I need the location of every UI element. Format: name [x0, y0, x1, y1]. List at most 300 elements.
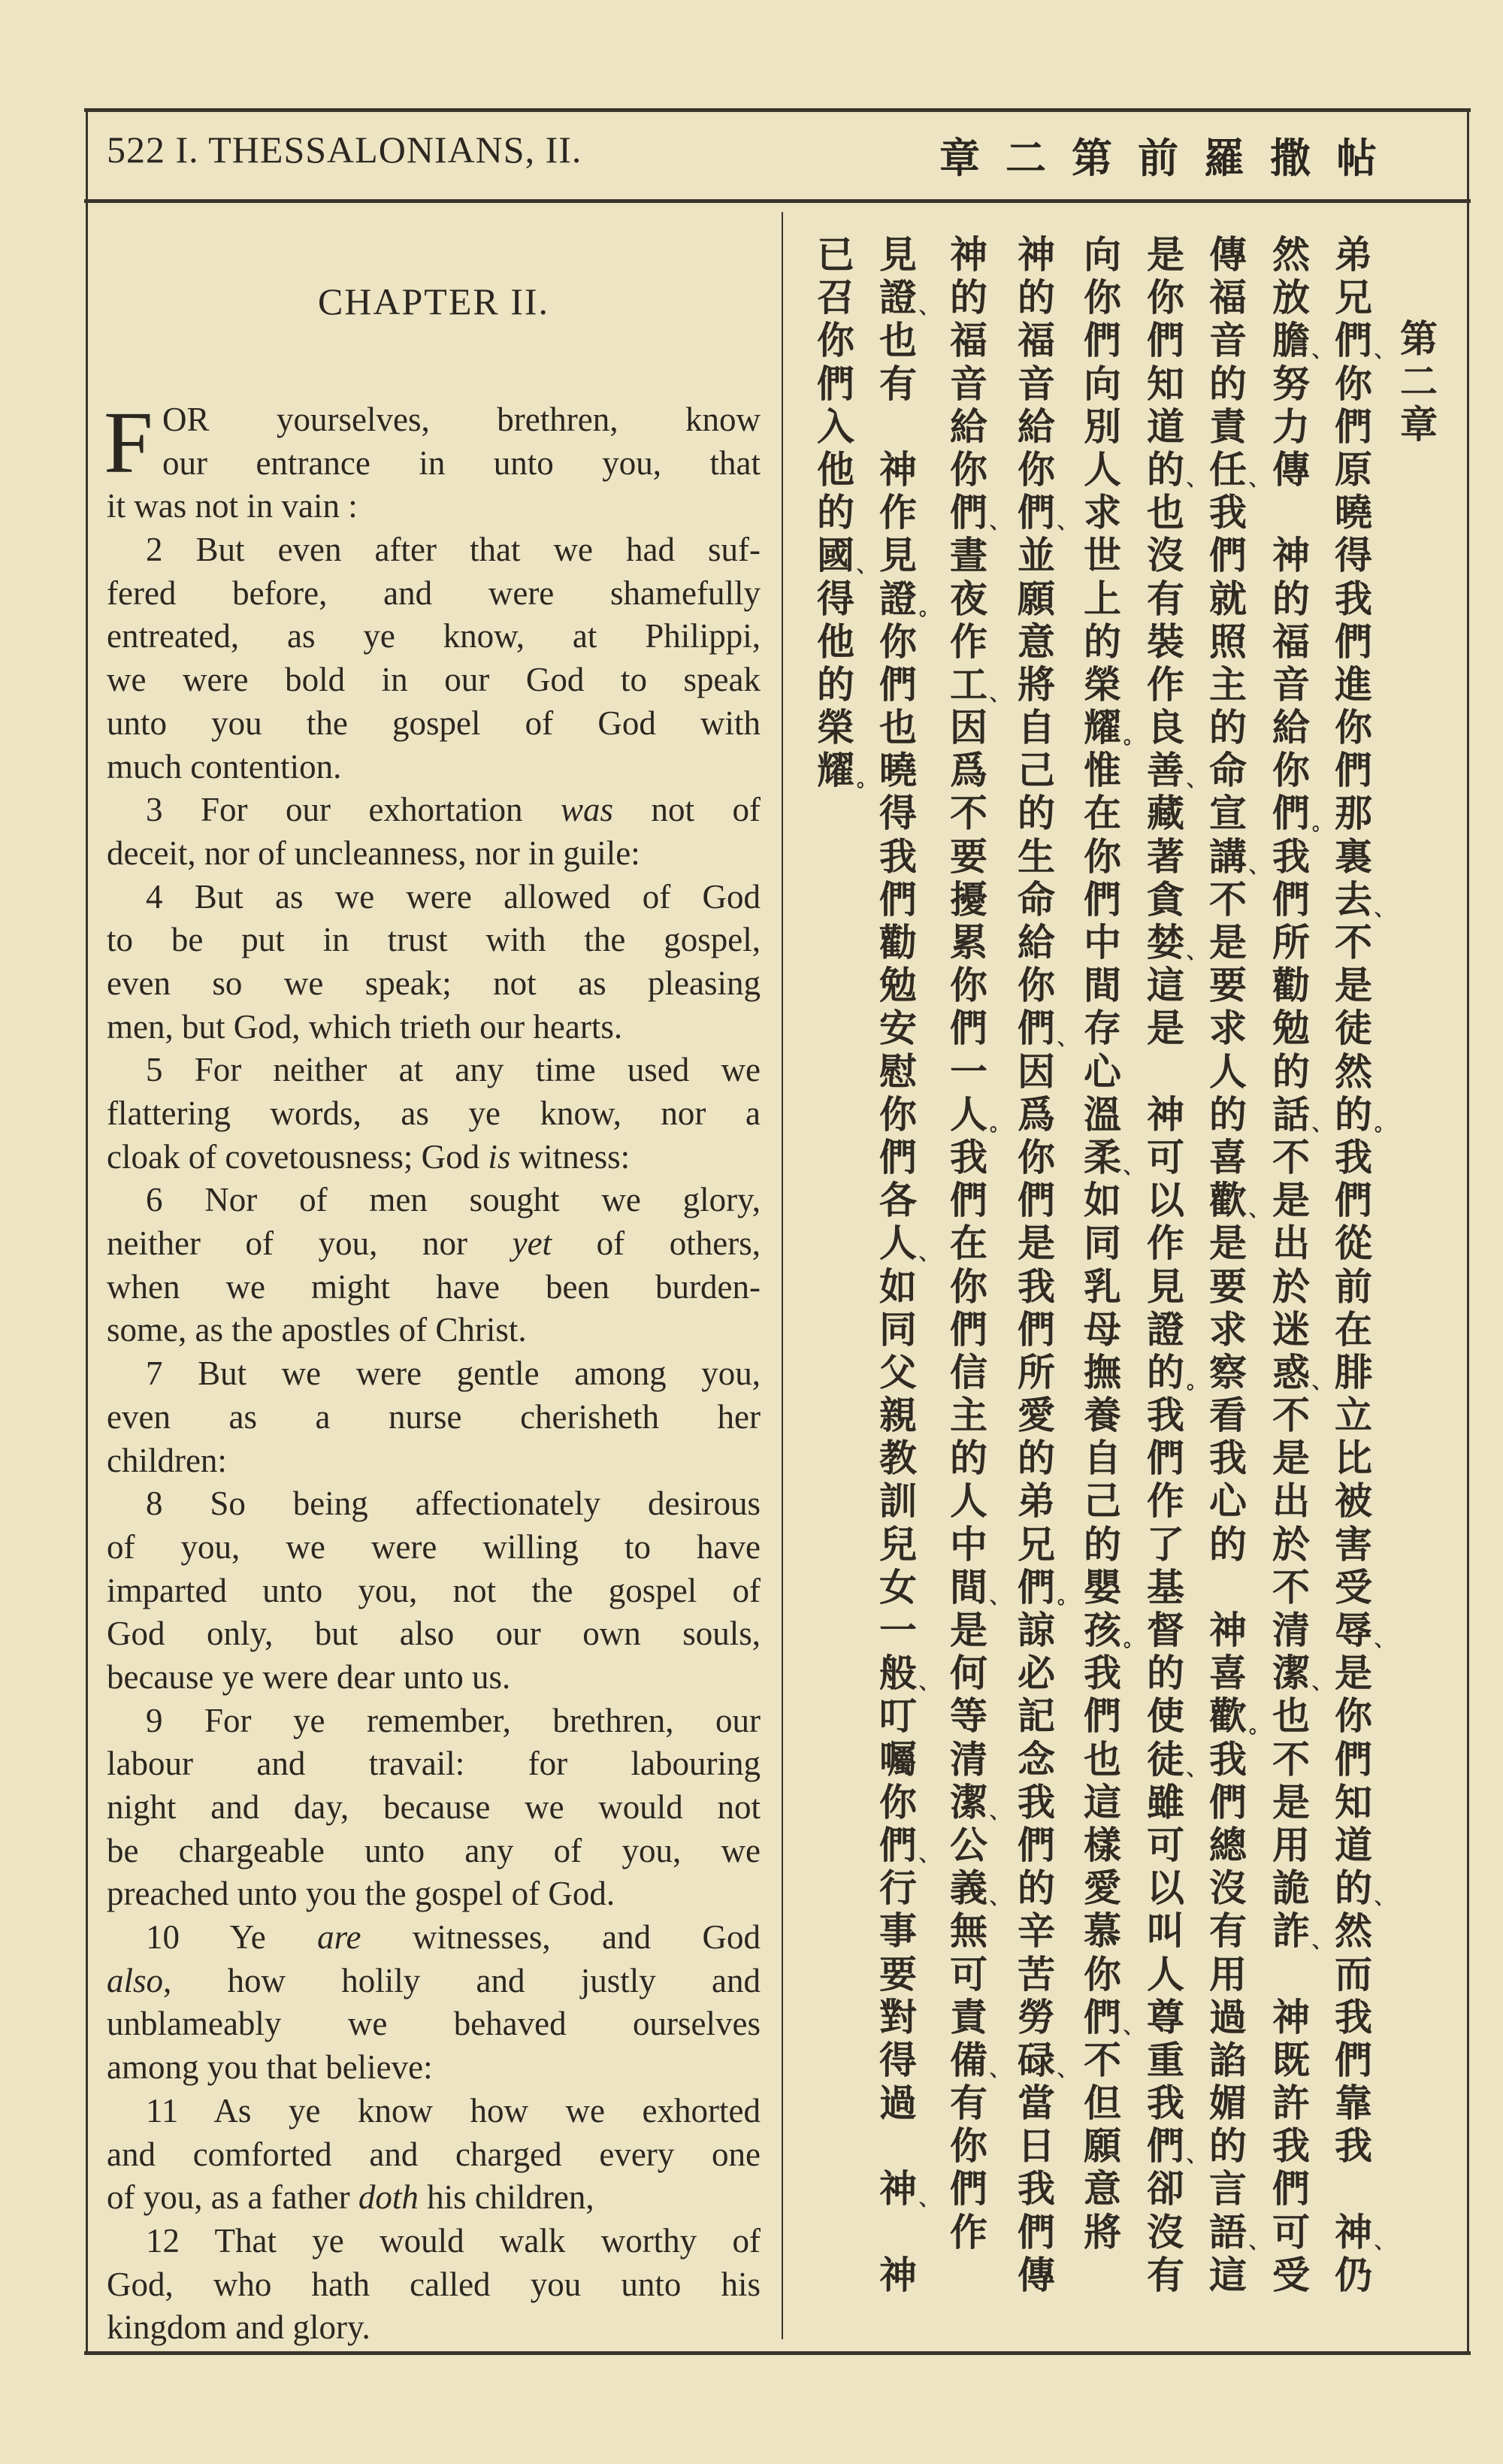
character: 有 [1209, 1909, 1247, 1954]
character: 們 [879, 1822, 917, 1867]
character: 義 [950, 1866, 987, 1911]
text-segment: 3 For our exhortation [146, 791, 561, 829]
text-segment: cloak of covetousness; God [107, 1137, 488, 1176]
character: 的 [950, 275, 987, 320]
text-line: labour and travail: for labouring [107, 1745, 761, 1783]
character: 喜 [1209, 1134, 1247, 1179]
text-line: be chargeable unto any of you, we [107, 1831, 761, 1869]
character: 婪 [1147, 920, 1184, 964]
text-line: preached unto you the gospel of God. [107, 1875, 615, 1913]
character: 們 [1335, 318, 1372, 363]
character: 必 [1018, 1651, 1055, 1696]
character: 的 [1147, 1349, 1184, 1394]
character: 求 [1209, 1306, 1247, 1352]
character: 許 [1272, 2081, 1310, 2126]
character: 你 [1084, 275, 1121, 320]
character: 自 [1084, 1436, 1121, 1481]
character: 的 [950, 1436, 987, 1481]
character: 人 [879, 1221, 917, 1266]
character: 們 [1272, 2166, 1310, 2211]
character: 你 [950, 2123, 987, 2169]
character: 害 [1335, 1521, 1372, 1566]
character: 然 [1335, 1049, 1372, 1094]
character: 見 [1147, 1264, 1184, 1309]
character: 歡 [1209, 1694, 1247, 1739]
character: 章 [1400, 402, 1438, 447]
chinese-column: 向 你 們 向 別 人 求 世 上 的 榮 耀 。 惟 在 你 們 中 間 存 心 溫 柔 、 如 同 乳 母 撫 養 自 己 的 嬰 孩 。 我 們 也 這 樣 愛 慕 你 們 、 不 但 願 意 將 [1084, 232, 1144, 2254]
character: 人 [950, 1479, 987, 1524]
character: 主 [950, 1393, 987, 1438]
character: 潔 [1272, 1651, 1310, 1696]
character: 是 [1147, 1006, 1184, 1051]
character: 尊 [1147, 1994, 1184, 2039]
character: 神 [1018, 232, 1055, 277]
character: 的 [817, 661, 854, 707]
text-line: fered before, and were shamefully [107, 574, 761, 612]
character: 語 [1209, 2209, 1247, 2254]
character: 藏 [1147, 791, 1184, 836]
character: 得 [1335, 533, 1372, 578]
frame-right-rule [1467, 108, 1469, 2354]
italic-word: yet [512, 1224, 552, 1263]
character: 孩 [1084, 1608, 1121, 1652]
character: 你 [1335, 1694, 1372, 1739]
character: 們 [1018, 490, 1055, 535]
character: 辱 [1335, 1608, 1372, 1652]
character: 願 [1084, 2123, 1121, 2169]
character: 己 [1018, 748, 1055, 793]
character: 曉 [879, 748, 917, 793]
character: 們 [1147, 318, 1184, 363]
character: 的 [1209, 361, 1247, 406]
character: 們 [950, 1178, 987, 1223]
character: 父 [879, 1349, 917, 1394]
character: 記 [1018, 1694, 1055, 1739]
character: 我 [1084, 1651, 1121, 1696]
text-line [107, 1960, 761, 2003]
character: 是 [1272, 1779, 1310, 1824]
character: 責 [1209, 404, 1247, 449]
character: 腓 [1335, 1349, 1372, 1394]
character: 給 [950, 404, 987, 449]
column-divider [782, 212, 783, 2339]
chinese-column: 已 召 你 們 入 他 的 國 、 得 他 的 榮 耀 。 [817, 232, 877, 793]
character: 事 [879, 1909, 917, 1954]
character: 這 [1209, 2252, 1247, 2297]
character: 我 [1018, 1264, 1055, 1309]
character: 意 [1018, 619, 1055, 664]
character: 是 [1272, 1436, 1310, 1481]
character: 勞 [1018, 1994, 1055, 2039]
character: 受 [1335, 1564, 1372, 1609]
character: 各 [879, 1178, 917, 1223]
character: 要 [950, 834, 987, 879]
character: 進 [1335, 661, 1372, 707]
character: 你 [879, 619, 917, 664]
character: 因 [950, 705, 987, 750]
character: 是 [950, 1608, 987, 1652]
character: 第 [1400, 316, 1438, 361]
character: 惟 [1084, 748, 1121, 793]
text-line: much contention. [107, 747, 342, 786]
character: 作 [879, 490, 917, 535]
character: 訓 [879, 1479, 917, 1524]
text-line [107, 2176, 761, 2220]
character: 也 [1084, 1736, 1121, 1781]
character: 不 [1084, 2037, 1121, 2082]
character: 母 [1084, 1306, 1121, 1352]
character: 神 [879, 2252, 917, 2297]
text-line: entreated, as ye know, at Philippi, [107, 617, 761, 655]
text-line: of you, we were willing to have [107, 1527, 761, 1566]
character: 們 [1272, 791, 1310, 836]
character: 你 [1147, 275, 1184, 320]
character: 用 [1272, 1822, 1310, 1867]
character: 膽 [1272, 318, 1310, 363]
character: 的 [1147, 1651, 1184, 1696]
character: 我 [1209, 1436, 1247, 1481]
text-line: to be put in trust with the gospel, [107, 921, 761, 959]
character: 們 [1018, 1822, 1055, 1867]
character: 們 [879, 876, 917, 922]
character: 你 [1335, 705, 1372, 750]
character: 仍 [1335, 2252, 1372, 2297]
character: 沒 [1209, 1866, 1247, 1911]
character: 樣 [1084, 1822, 1121, 1867]
character: 從 [1335, 1221, 1372, 1266]
text-segment: , how holily and justly and [163, 1961, 761, 1999]
character: 不 [1272, 1736, 1310, 1781]
character: 我 [1018, 2166, 1055, 2211]
character: 給 [1018, 920, 1055, 964]
character: 上 [1084, 576, 1121, 621]
character: 人 [1084, 446, 1121, 492]
character: 的 [1335, 1866, 1372, 1911]
character: 要 [1209, 1264, 1247, 1309]
character: 音 [1209, 318, 1247, 363]
character: 我 [1272, 2123, 1310, 2169]
character: 們 [1335, 619, 1372, 664]
character: 著 [1147, 834, 1184, 879]
character: 日 [1018, 2123, 1055, 2169]
character: 善 [1147, 748, 1184, 793]
character: 親 [879, 1393, 917, 1438]
character: 別 [1084, 404, 1121, 449]
character: 原 [1335, 446, 1372, 492]
character: 你 [879, 1779, 917, 1824]
character: 世 [1084, 533, 1121, 578]
character: 以 [1147, 1178, 1184, 1223]
character: 給 [1018, 404, 1055, 449]
character: 徒 [1147, 1736, 1184, 1781]
character: 們 [1018, 1306, 1055, 1352]
text-line: 2 But even after that we had suf- [146, 531, 761, 569]
character: 是 [1335, 963, 1372, 1008]
character: 你 [1272, 748, 1310, 793]
character: 也 [1147, 490, 1184, 535]
character: 是 [1209, 1221, 1247, 1266]
character: 我 [1209, 1736, 1247, 1781]
chinese-column: 傳 福 音 的 責 任 、 我 們 就 照 主 的 命 宣 講 、 不 是 要 求 人 的 喜 歡 、 是 要 求 察 看 我 心 的 神 喜 歡 。 我 們 總 沒 有 用 過 諂 媚 的 言 語 、 這 [1209, 232, 1269, 2297]
character: 重 [1147, 2037, 1184, 2082]
character: 可 [950, 1951, 987, 1996]
character: 貪 [1147, 876, 1184, 922]
text-line: 5 For neither at any time used we [146, 1051, 761, 1089]
character: 講 [1209, 834, 1247, 879]
character: 沒 [1147, 2209, 1184, 2254]
header-bottom-rule [84, 199, 1471, 203]
character: 辛 [1018, 1909, 1055, 1954]
character: 不 [1209, 876, 1247, 922]
character: 命 [1209, 748, 1247, 793]
character: 所 [1018, 1349, 1055, 1394]
character: 們 [1335, 404, 1372, 449]
text-line: OR yourselves, brethren, know [162, 401, 761, 438]
character: 向 [1084, 361, 1121, 406]
character: 耀 [1084, 705, 1121, 750]
text-line: 11 As ye know how we exhorted [146, 2091, 761, 2130]
text-segment: of others, [552, 1224, 761, 1263]
character: 們 [950, 490, 987, 535]
character: 的 [1209, 1521, 1247, 1566]
chinese-column: 是 你 們 知 道 的 、 也 沒 有 裝 作 良 善 、 藏 著 貪 婪 、 這 是 神 可 以 作 見 證 的 。 我 們 作 了 基 督 的 使 徒 、 雖 可 以 叫 人 尊 重 我 們 、 卻 沒 有 [1147, 232, 1207, 2297]
text-line [107, 1136, 761, 1179]
english-lines [107, 442, 761, 2350]
character: 要 [1209, 963, 1247, 1008]
character: 人 [1209, 1049, 1247, 1094]
character: 迷 [1272, 1306, 1310, 1352]
character: 證 [879, 275, 917, 320]
text-segment: not of [613, 791, 761, 829]
character: 對 [879, 1994, 917, 2039]
character: 言 [1209, 2166, 1247, 2211]
character: 卻 [1147, 2166, 1184, 2211]
character [1272, 1953, 1311, 1996]
character: 人 [950, 1091, 987, 1137]
character [1334, 2167, 1373, 2210]
character: 慕 [1084, 1909, 1121, 1954]
character: 榮 [1084, 661, 1121, 707]
character: 有 [1147, 2252, 1184, 2297]
character: 將 [1084, 2209, 1121, 2254]
character: 傳 [1209, 232, 1247, 277]
character: 雖 [1147, 1779, 1184, 1824]
character: 的 [817, 490, 854, 535]
text-line: even so we speak; not as pleasing [107, 964, 761, 1002]
character: 可 [1272, 2209, 1310, 2254]
character: 存 [1084, 1006, 1121, 1051]
character: 徒 [1335, 1006, 1372, 1051]
text-line [107, 789, 761, 832]
character [879, 405, 918, 448]
character: 們 [1335, 1736, 1372, 1781]
character: 們 [1147, 1436, 1184, 1481]
character: 撫 [1084, 1349, 1121, 1394]
character: 們 [950, 2166, 987, 2211]
character: 是 [1209, 920, 1247, 964]
character: 晝 [950, 533, 987, 578]
character: 責 [950, 1994, 987, 2039]
text-line: unblameably we behaved ourselves [107, 2005, 761, 2043]
character: 放 [1272, 275, 1310, 320]
character: 音 [1018, 361, 1055, 406]
character: 我 [1335, 576, 1372, 621]
character [879, 2211, 918, 2254]
character: 宣 [1209, 791, 1247, 836]
character: 就 [1209, 576, 1247, 621]
character: 們 [1335, 2037, 1372, 2082]
italic-word: are [317, 1918, 361, 1957]
character: 們 [1209, 1779, 1247, 1824]
character: 弟 [1335, 232, 1372, 277]
character: 這 [1147, 963, 1184, 1008]
character: 溫 [1084, 1091, 1121, 1137]
character: 愛 [1018, 1393, 1055, 1438]
text-line [107, 1222, 761, 1266]
character: 們 [1018, 1564, 1055, 1609]
character: 作 [1147, 661, 1184, 707]
character: 是 [1272, 1178, 1310, 1223]
character: 勉 [879, 963, 917, 1008]
character: 叮 [879, 1694, 917, 1739]
character: 如 [879, 1264, 917, 1309]
character: 這 [1084, 1779, 1121, 1824]
character: 是 [1147, 232, 1184, 277]
character: 見 [879, 232, 917, 277]
character: 然 [1335, 1909, 1372, 1954]
character: 裏 [1335, 834, 1372, 879]
character: 福 [1272, 619, 1310, 664]
character: 二 [1400, 359, 1438, 404]
character: 有 [879, 361, 917, 406]
frame-bottom-rule [84, 2351, 1471, 2355]
character: 神 [1147, 1091, 1184, 1137]
character: 累 [950, 920, 987, 964]
text-line: kingdom and glory. [107, 2308, 370, 2347]
character: 們 [1018, 2209, 1055, 2254]
character: 證 [1147, 1306, 1184, 1352]
character: 是 [1018, 1221, 1055, 1266]
character: 乳 [1084, 1264, 1121, 1309]
character: 愛 [1084, 1866, 1121, 1911]
character: 所 [1272, 920, 1310, 964]
character: 得 [879, 2037, 917, 2082]
text-line: children: [107, 1441, 227, 1479]
character: 作 [1147, 1479, 1184, 1524]
character: 念 [1018, 1736, 1055, 1781]
character: 意 [1084, 2166, 1121, 2211]
character: 爲 [950, 748, 987, 793]
italic-word: also [107, 1961, 164, 1999]
character: 的 [1018, 275, 1055, 320]
english-text-column [104, 393, 761, 2350]
character: 的 [1209, 1091, 1247, 1137]
character: 因 [1018, 1049, 1055, 1094]
character: 己 [1084, 1479, 1121, 1524]
character: 爲 [1018, 1091, 1055, 1137]
character: 的 [1018, 791, 1055, 836]
character: 勸 [879, 920, 917, 964]
character: 在 [1084, 791, 1121, 836]
character: 在 [950, 1221, 987, 1266]
character: 們 [1018, 1006, 1055, 1051]
character: 們 [879, 661, 917, 707]
character: 我 [1335, 1994, 1372, 2039]
character: 於 [1272, 1264, 1310, 1309]
character: 向 [1084, 232, 1121, 277]
character: 可 [1147, 1822, 1184, 1867]
character: 當 [1018, 2081, 1055, 2126]
character: 於 [1272, 1521, 1310, 1566]
character: 得 [879, 791, 917, 836]
character: 們 [950, 1306, 987, 1352]
text-line: we were bold in our God to speak [107, 661, 761, 699]
character: 你 [1084, 1951, 1121, 1996]
character: 努 [1272, 361, 1310, 406]
character: 神 [950, 232, 987, 277]
character: 使 [1147, 1694, 1184, 1739]
character: 般 [879, 1651, 917, 1696]
character: 諂 [1209, 2037, 1247, 2082]
text-segment: 10 Ye [146, 1918, 318, 1957]
character: 信 [950, 1349, 987, 1394]
character: 知 [1147, 361, 1184, 406]
character: 囑 [879, 1736, 917, 1781]
character [1146, 1050, 1185, 1093]
character: 過 [879, 2081, 917, 2126]
character: 你 [879, 1091, 917, 1137]
character: 潔 [950, 1779, 987, 1824]
character: 耀 [817, 748, 854, 793]
character: 你 [1335, 361, 1372, 406]
character: 作 [950, 619, 987, 664]
character: 你 [950, 1264, 987, 1309]
character: 柔 [1084, 1134, 1121, 1179]
character: 我 [1147, 1393, 1184, 1438]
character: 基 [1147, 1564, 1184, 1609]
character [1208, 1566, 1247, 1609]
character: 受 [1272, 2252, 1310, 2297]
character: 給 [1272, 705, 1310, 750]
text-line: night and day, because we would not [107, 1788, 761, 1826]
character: 我 [1335, 1134, 1372, 1179]
character: 安 [879, 1006, 917, 1051]
character: 督 [1147, 1608, 1184, 1652]
character: 了 [1147, 1521, 1184, 1566]
character: 叫 [1147, 1909, 1184, 1954]
character: 道 [1335, 1822, 1372, 1867]
character: 生 [1018, 834, 1055, 879]
character: 裝 [1147, 619, 1184, 664]
character: 的 [1084, 1521, 1121, 1566]
character: 你 [1018, 446, 1055, 492]
chinese-column: 見 證 、 也 有 神 作 見 證 。 你 們 也 曉 得 我 們 勸 勉 安 慰 你 們 各 人 、 如 同 父 親 教 訓 兒 女 一 般 、 叮 囑 你 們 、 行 事 要 對 得 過 神 、 神 [879, 232, 939, 2297]
character: 出 [1272, 1221, 1310, 1266]
chinese-column: 然 放 膽 、 努 力 傳 神 的 福 音 給 你 們 。 我 們 所 勸 勉 的 話 、 不 是 出 於 迷 惑 、 不 是 出 於 不 清 潔 、 也 不 是 用 詭 詐 、 神 既 許 我 們 可 受 [1272, 232, 1332, 2297]
character: 話 [1272, 1091, 1310, 1137]
character: 神 [1335, 2209, 1372, 2254]
character: 行 [879, 1866, 917, 1911]
character: 我 [1272, 834, 1310, 879]
character: 傳 [1018, 2252, 1055, 2297]
character: 你 [950, 446, 987, 492]
text-line: 7 But we were gentle among you, [146, 1355, 761, 1393]
character: 召 [817, 275, 854, 320]
character: 工 [950, 661, 987, 707]
character: 將 [1018, 661, 1055, 707]
character: 們 [817, 361, 854, 406]
character: 出 [1272, 1479, 1310, 1524]
